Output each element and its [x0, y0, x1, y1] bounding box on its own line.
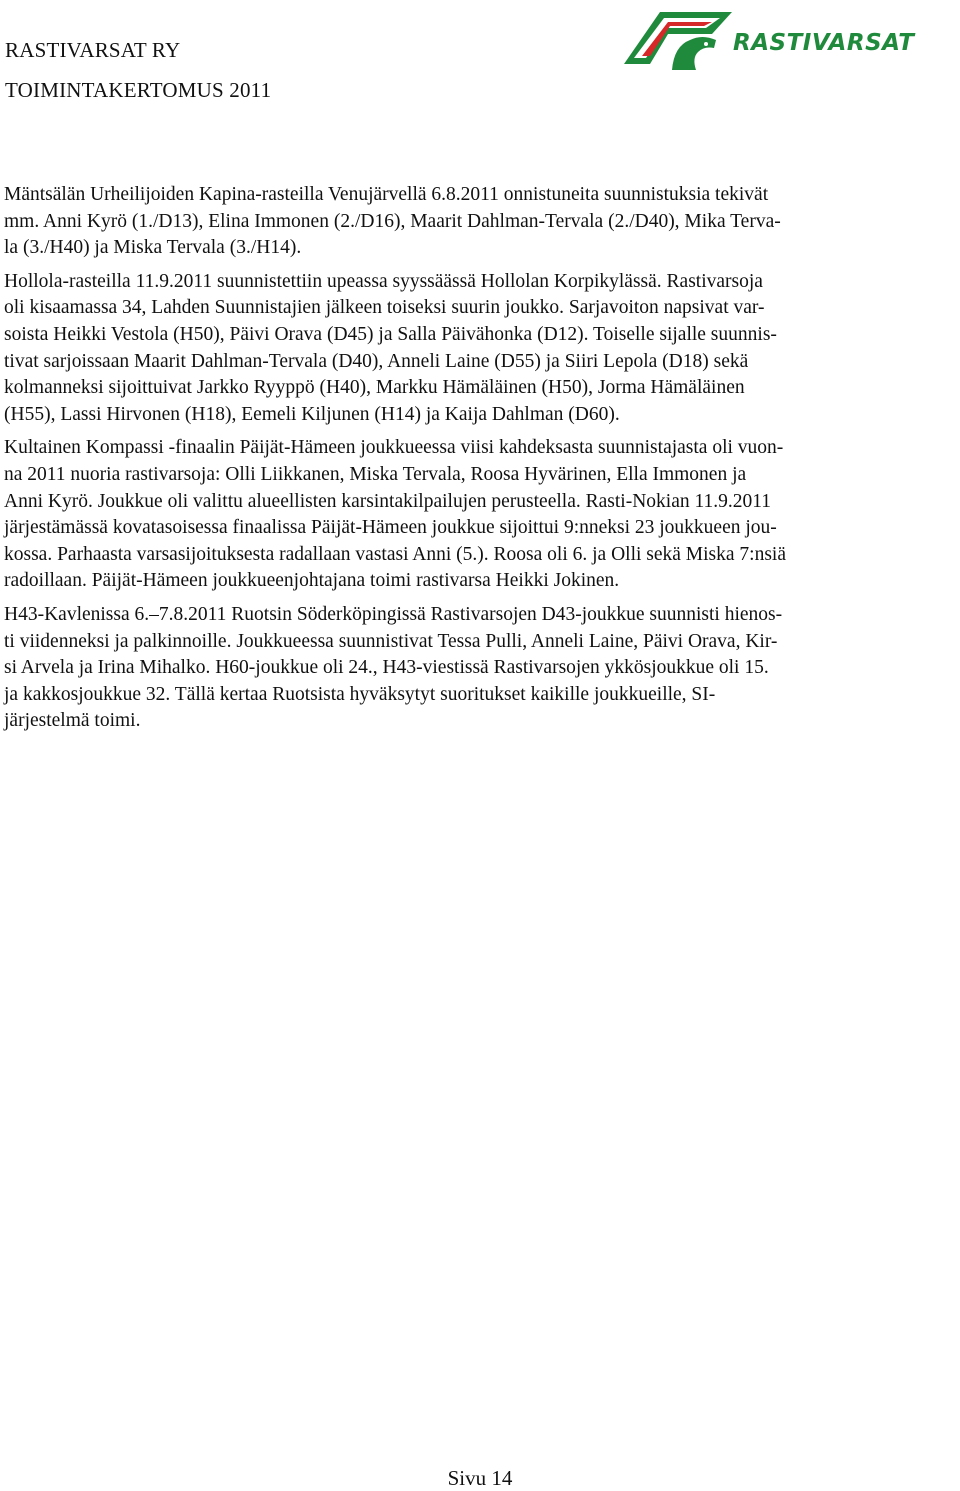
- document-body: [4, 182, 952, 742]
- rastivarsat-logo: [620, 6, 940, 78]
- text-line: ja kakkosjoukkue 32. Tällä kertaa Ruotsista hyväksytyt suoritukset kaikille joukkueille, SI-: [4, 683, 716, 705]
- text-line: na 2011 nuoria rastivarsoja: Olli Liikkanen, Miska Tervala, Roosa Hyvärinen, Ella Immonen ja: [4, 463, 747, 485]
- logo-wordmark: RASTIVARSAT: [733, 30, 915, 56]
- text-line: järjestämässä kovatasoisessa finaalissa Päijät-Hämeen joukkue sijoittui 9:nneksi 23 joukkueen jou-: [4, 517, 777, 539]
- text-line: (H55), Lassi Hirvonen (H18), Eemeli Kiljunen (H14) ja Kaija Dahlman (D60).: [4, 403, 620, 425]
- document-header: [5, 30, 271, 110]
- paragraph: [4, 269, 952, 429]
- text-line: kolmanneksi sijoittuivat Jarkko Ryyppö (H40), Markku Hämäläinen (H50), Jorma Hämäläinen: [4, 377, 745, 399]
- text-line: mm. Anni Kyrö (1./D13), Elina Immonen (2./D16), Maarit Dahlman-Tervala (2./D40), Mika Terva-: [4, 210, 781, 232]
- horse-flag-icon: [620, 6, 735, 78]
- text-line: si Arvela ja Irina Mihalko. H60-joukkue oli 24., H43-viestissä Rastivarsojen ykkösjoukkue oli 15.: [4, 657, 769, 679]
- text-line: soista Heikki Vestola (H50), Päivi Orava (D45) ja Salla Päivähonka (D12). Toiselle sijalle suunnis-: [4, 323, 777, 345]
- text-line: järjestelmä toimi.: [4, 710, 141, 732]
- organization-name: RASTIVARSAT RY: [5, 38, 181, 62]
- text-line: tivat sarjoissaan Maarit Dahlman-Tervala (D40), Anneli Laine (D55) ja Siiri Lepola (D18) sekä: [4, 350, 749, 372]
- text-line: Hollola-rasteilla 11.9.2011 suunnistettiin upeassa syyssäässä Hollolan Korpikylässä. Rastivarsoja: [4, 270, 763, 292]
- paragraph: [4, 182, 952, 262]
- text-line: oli kisaamassa 34, Lahden Suunnistajien jälkeen toiseksi suurin joukko. Sarjavoiton napsivat var-: [4, 297, 765, 319]
- report-title: TOIMINTAKERTOMUS 2011: [5, 78, 272, 102]
- page-number: Sivu 14: [447, 1466, 513, 1490]
- text-line: kossa. Parhaasta varsasijoituksesta radallaan vastasi Anni (5.). Roosa oli 6. ja Olli sekä Miska 7:nsiä: [4, 543, 787, 565]
- text-line: Kultainen Kompassi -finaalin Päijät-Hämeen joukkueessa viisi kahdeksasta suunnistajasta oli vuon-: [4, 437, 784, 459]
- text-line: radoillaan. Päijät-Hämeen joukkueenjohtajana toimi rastivarsa Heikki Jokinen.: [4, 570, 620, 592]
- text-line: Anni Kyrö. Joukkue oli valittu alueellisten karsintakilpailujen perusteella. Rasti-Nokian 11.9.2011: [4, 490, 772, 512]
- text-line: ti viidenneksi ja palkinnoille. Joukkueessa suunnistivat Tessa Pulli, Anneli Laine, Päivi Orava, Kir-: [4, 630, 778, 652]
- text-line: H43-Kavlenissa 6.–7.8.2011 Ruotsin Söderköpingissä Rastivarsojen D43-joukkue suunnisti hienos-: [4, 603, 783, 625]
- text-line: la (3./H40) ja Miska Tervala (3./H14).: [4, 237, 302, 259]
- text-line: Mäntsälän Urheilijoiden Kapina-rasteilla Venujärvellä 6.8.2011 onnistuneita suunnistuksia tekivät: [4, 184, 769, 205]
- paragraph: [4, 602, 952, 735]
- paragraph: [4, 435, 952, 595]
